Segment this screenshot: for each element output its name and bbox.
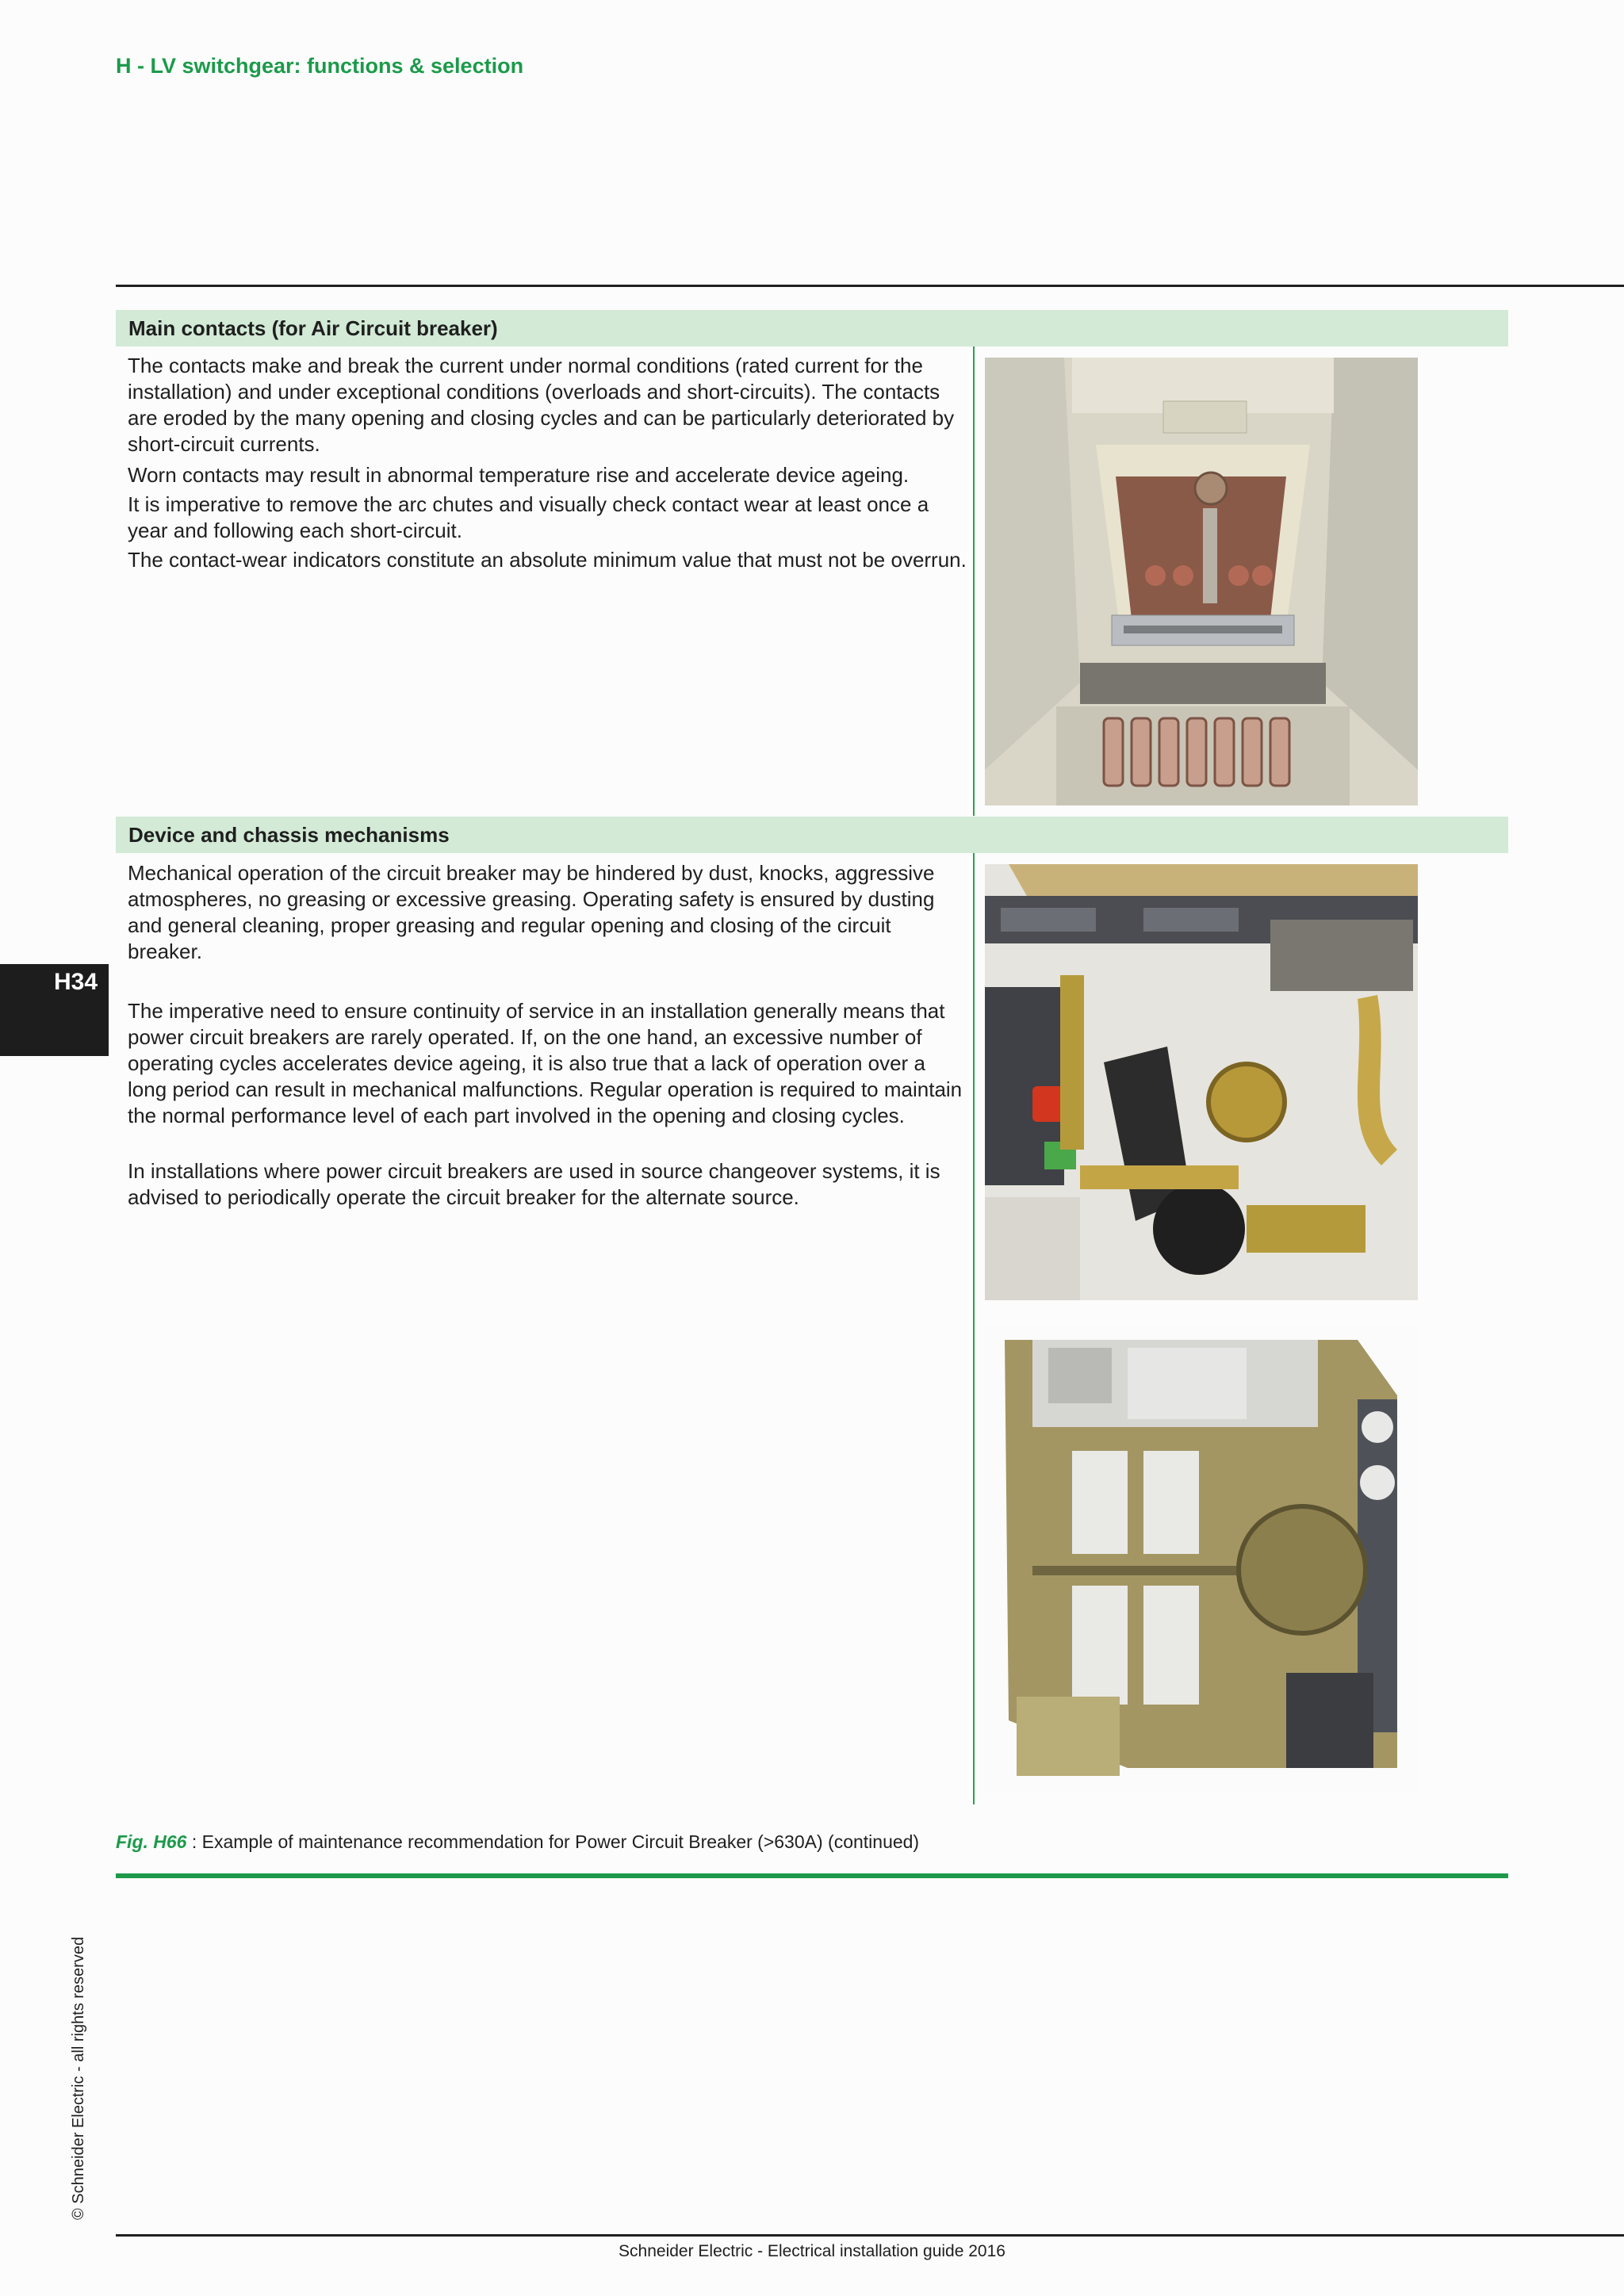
page-number: H34 <box>54 969 98 995</box>
column-divider <box>973 853 975 1804</box>
paragraph: The imperative need to ensure continuity of service in an installation generally means that power circuit breakers are rarely operated. If, on the one hand, an excessive number of operating cycles accelerates device ageing, it is also true that a lack of operation over a long period can result in mechanical malfunctions. Regular operation is required to maintain the normal performance level of each part involved in the opening and closing cycles. <box>128 999 963 1127</box>
caption-rule <box>116 1873 1508 1878</box>
column-divider <box>973 346 975 816</box>
copyright: © Schneider Electric - all rights reserved <box>70 1936 87 2220</box>
footer-text: Schneider Electric - Electrical installation guide 2016 <box>619 2242 1005 2260</box>
paragraph: The contacts make and break the current under normal conditions (rated current for the installation) and under exceptional conditions (overloads and short-circuits). The contacts are eroded by the many opening and closing cycles and can be particularly deteriorated by short-circuit currents. <box>128 354 955 456</box>
figure-id: Fig. H66 <box>116 1831 187 1852</box>
top-rule <box>116 285 1624 287</box>
figure-caption <box>116 1831 919 1853</box>
paragraph: It is imperative to remove the arc chutes and visually check contact wear at least once a year and following each short-circuit. <box>128 492 929 542</box>
chapter-title: H - LV switchgear: functions & selection <box>116 54 524 78</box>
paragraph: Worn contacts may result in abnormal temperature rise and accelerate device ageing. <box>128 463 910 487</box>
paragraph: Mechanical operation of the circuit breaker may be hindered by dust, knocks, aggressive atmospheres, no greasing or excessive greasing. Operating safety is ensured by dusting and general cleaning, proper greasing and regular opening and closing of the circuit breaker. <box>128 861 935 963</box>
section-header-main-contacts: Main contacts (for Air Circuit breaker) <box>116 310 1508 346</box>
figure-caption-text: : Example of maintenance recommendation for Power Circuit Breaker (>630A) (continued) <box>186 1831 920 1852</box>
section-header-device-chassis: Device and chassis mechanisms <box>116 817 1508 853</box>
paragraph: In installations where power circuit breakers are used in source changeover systems, it is advised to periodically operate the circuit breaker for the alternate source. <box>128 1159 940 1209</box>
bottom-rule <box>116 2234 1624 2237</box>
breaker-mechanism-photo <box>985 864 1418 1300</box>
chassis-photo <box>985 1324 1418 1793</box>
paragraph: The contact-wear indicators constitute an absolute minimum value that must not be overrun. <box>128 548 967 572</box>
main-contacts-photo <box>985 358 1418 806</box>
